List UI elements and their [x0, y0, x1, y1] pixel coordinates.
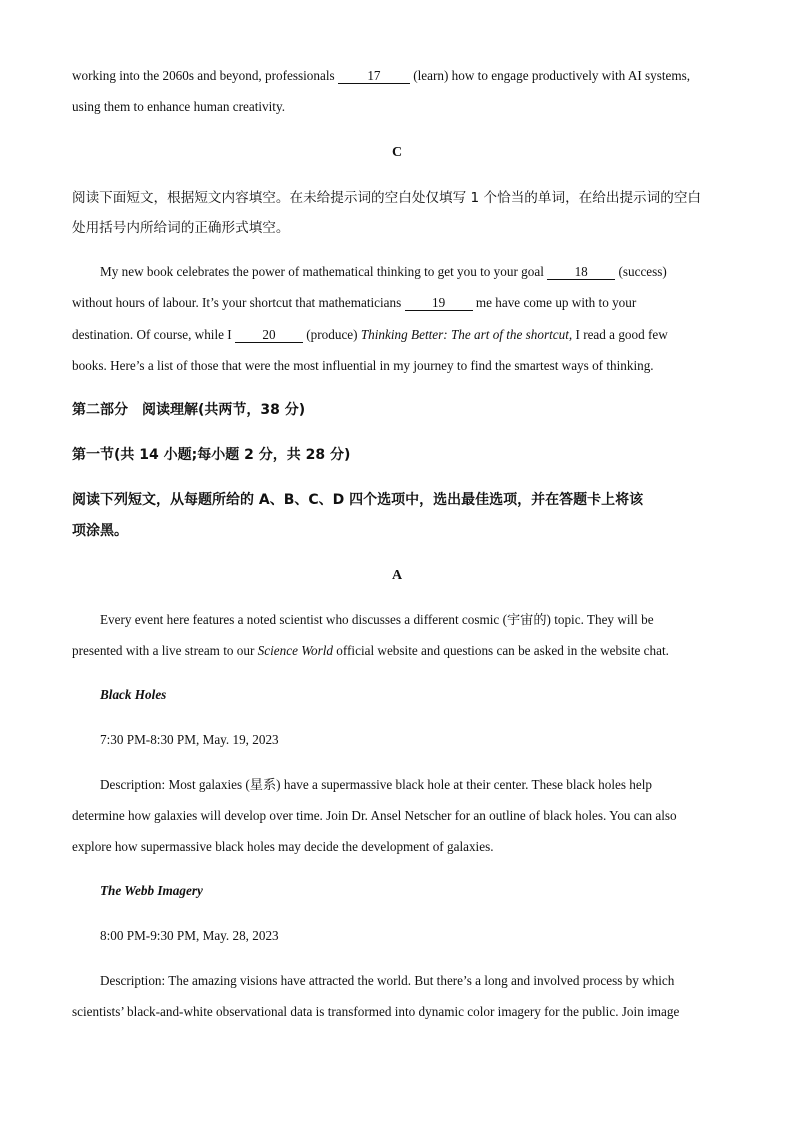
- answer-blank-18: [547, 264, 615, 280]
- text-run: without hours of labour. It’s your shortcut that mathematicians: [72, 295, 405, 310]
- event-time: 8:00 PM-9:30 PM, May. 28, 2023: [100, 928, 279, 943]
- section-heading-c: C: [391, 145, 403, 160]
- text-run: (learn) how to engage productively with AI systems,: [409, 68, 691, 83]
- event-title: The Webb Imagery: [100, 883, 203, 898]
- text-run: presented with a live stream to our: [72, 643, 258, 658]
- text-run: (produce): [302, 327, 361, 342]
- event-title: Black Holes: [100, 687, 167, 702]
- text-run: I read a good few: [572, 327, 668, 342]
- instruction-line: 项涂黑。: [72, 523, 128, 539]
- text-line: using them to enhance human creativity.: [72, 99, 286, 114]
- passage-heading-a: A: [391, 568, 403, 583]
- event-time: 7:30 PM-8:30 PM, May. 19, 2023: [100, 732, 279, 747]
- section-heading: 第一节(共 14 小题;每小题 2 分，共 28 分): [72, 447, 351, 463]
- instruction-line: 阅读下面短文，根据短文内容填空。在未给提示词的空白处仅填写 1 个恰当的单词，在给出提示词的空白: [72, 190, 702, 206]
- answer-blank-20: [235, 327, 303, 343]
- text-run: working into the 2060s and beyond, professionals: [72, 68, 338, 83]
- book-title: Thinking Better: The art of the shortcut,: [360, 327, 573, 342]
- question-number: 18: [574, 264, 588, 279]
- text-run: (success): [615, 264, 667, 279]
- text-line: [72, 642, 669, 660]
- text-line: [72, 294, 636, 312]
- text-line: determine how galaxies will develop over time. Join Dr. Ansel Netscher for an outline of black holes. You can also: [72, 808, 677, 823]
- text-line: [72, 326, 668, 344]
- text-run: me have come up with to your: [472, 295, 637, 310]
- text-run: destination. Of course, while I: [72, 327, 235, 342]
- text-run: official website and questions can be asked in the website chat.: [333, 643, 669, 658]
- answer-blank-19: [405, 295, 473, 311]
- instruction-line: 阅读下列短文，从每题所给的 A、B、C、D 四个选项中，选出最佳选项，并在答题卡上将该: [72, 492, 644, 508]
- instruction-line: 处用括号内所给词的正确形式填空。: [72, 220, 290, 236]
- site-name: Science World: [257, 643, 333, 658]
- answer-blank-17: [338, 68, 410, 84]
- text-line: [72, 67, 690, 85]
- question-number: 17: [367, 68, 381, 83]
- text-line: [100, 263, 667, 281]
- part-heading: 第二部分 阅读理解(共两节，38 分): [72, 402, 306, 418]
- text-line: books. Here’s a list of those that were the most influential in my journey to find the smartest ways of thinking.: [72, 358, 654, 373]
- question-number: 19: [431, 295, 446, 310]
- text-line: Every event here features a noted scientist who discusses a different cosmic (宇宙的) topic. They will be: [100, 612, 654, 627]
- text-line: Description: The amazing visions have attracted the world. But there’s a long and involved process by which: [100, 973, 675, 988]
- text-line: Description: Most galaxies (星系) have a supermassive black hole at their center. These black holes help: [100, 777, 652, 792]
- text-line: explore how supermassive black holes may decide the development of galaxies.: [72, 839, 494, 854]
- text-line: scientists’ black-and-white observational data is transformed into dynamic color imagery for the public. Join image: [72, 1004, 680, 1019]
- question-number: 20: [262, 327, 276, 342]
- text-run: My new book celebrates the power of mathematical thinking to get you to your goal: [100, 264, 548, 279]
